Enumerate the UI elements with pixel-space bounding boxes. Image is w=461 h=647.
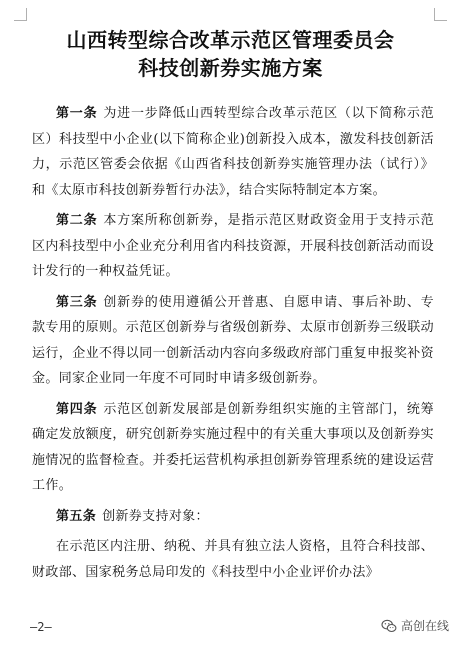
article-text: 为进一步降低山西转型综合改革示范区（以下简称示范区）科技型中小企业(以下简称企业)创新投入成本，激发科技创新活力，示范区管委会依据《山西省科技创新券实施管理办法（试行）》和《太原市科技创新券暂行办法》，结合实际特制定本方案。 — [32, 106, 434, 198]
wechat-icon — [381, 618, 397, 634]
crop-mark-top-right — [434, 8, 447, 21]
article-text: 本方案所称创新券，是指示范区财政资金用于支持示范区内科技型中小企业充分利用省内科技资源，开展科技创新活动而设计发行的一种权益凭证。 — [32, 213, 434, 279]
article-number: 第三条 — [56, 294, 98, 310]
article-paragraph — [32, 208, 434, 285]
paragraph-text: 在示范区内注册、纳税、并具有独立法人资格，且符合科技部、财政部、国家税务总局印发的《科技型中小企业评价办法》 — [32, 539, 434, 580]
watermark — [381, 617, 449, 634]
document-title-line1: 山西转型综合改革示范区管理委员会 — [66, 28, 395, 52]
crop-mark-top-left — [14, 8, 27, 21]
document-title-line2: 科技创新券实施方案 — [138, 56, 323, 80]
article-paragraph — [32, 504, 434, 530]
article-text: 创新券的使用遵循公开普惠、自愿申请、事后补助、专款专用的原则。示范区创新券与省级创新券、太原市创新券三级联动运行，企业不得以同一创新活动内容向多级政府部门重复申报奖补资金。同家企业同一年度不可同时申请多级创新券。 — [32, 294, 434, 386]
document-body — [32, 101, 434, 590]
article-paragraph — [32, 290, 434, 392]
article-number: 第四条 — [56, 401, 98, 417]
article-text: 创新券支持对象： — [102, 508, 209, 524]
article-text: 示范区创新发展部是创新券组织实施的主管部门，统筹确定发放额度，研究创新券实施过程中的有关重大事项以及创新券实施情况的监督检查。并委托运营机构承担创新券管理系统的建设运营工作。 — [32, 401, 434, 493]
article-number: 第五条 — [56, 508, 97, 524]
article-paragraph — [32, 101, 434, 203]
page-number: —2— — [30, 620, 52, 634]
watermark-text: 高创在线 — [400, 619, 449, 633]
body-paragraph — [32, 534, 434, 585]
article-paragraph — [32, 397, 434, 499]
article-number: 第一条 — [56, 106, 98, 121]
article-number: 第二条 — [56, 213, 98, 228]
